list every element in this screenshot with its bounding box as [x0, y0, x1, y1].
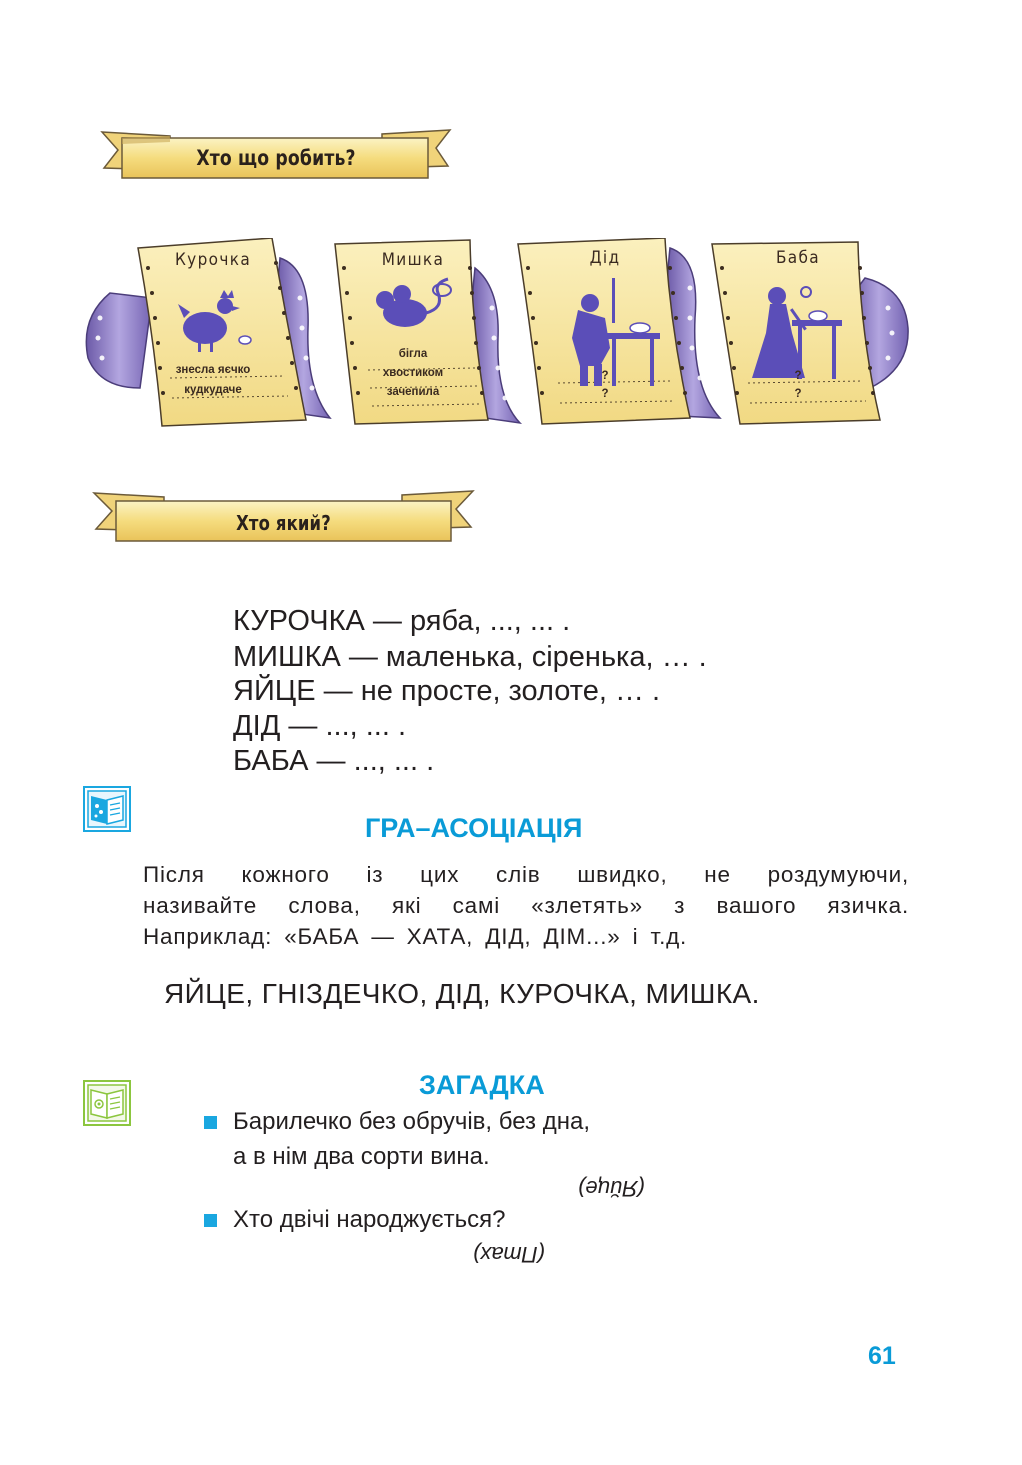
description-line: МИШКА — маленька, сіренька, … . [233, 641, 707, 673]
banner-who-does-what [100, 126, 452, 184]
banner-title: Хто який? [236, 511, 331, 535]
banner-who-is-what [92, 489, 475, 547]
riddle-line: а в нім два сорти вина. [233, 1143, 490, 1170]
frame-title: Курочка [174, 250, 252, 270]
film-strip [80, 238, 910, 428]
banner-title: Хто що робить? [196, 146, 356, 170]
book-game-icon [83, 786, 131, 837]
frame-text: ? [794, 388, 802, 400]
riddle-answer-upside-down: (Яйце) [578, 1176, 645, 1201]
riddle-title: ЗАГАДКА [419, 1070, 545, 1100]
frame-text: кудкудаче [184, 384, 242, 396]
paragraph-line: називайте слова, які самі «злетять» з вашого язичка. [143, 893, 909, 918]
frame-text: хвостиком [382, 367, 444, 379]
frame-title: Баба [775, 248, 821, 268]
riddle-line: Барилечко без обручів, без дна, [233, 1108, 590, 1135]
description-line: КУРОЧКА — ряба, ..., ... . [233, 605, 571, 637]
association-words: ЯЙЦЕ, ГНІЗДЕЧКО, ДІД, КУРОЧКА, МИШКА. [164, 978, 760, 1009]
film-frame-mouse [348, 246, 478, 426]
description-line: ЯЙЦЕ — не просте, золоте, … . [233, 675, 661, 707]
book-riddle-icon [83, 1080, 131, 1131]
frame-text: ? [601, 388, 609, 400]
riddle-answer-upside-down: (Птах) [473, 1242, 545, 1267]
frame-text: зачепила [386, 386, 440, 398]
frame-text: знесла яєчко [175, 364, 251, 376]
frame-text: ? [601, 370, 609, 382]
page-number: 61 [868, 1342, 896, 1370]
paragraph-line: Після кожного із цих слів швидко, не роздумуючи, [143, 862, 909, 887]
riddle-line: Хто двічі народжується? [233, 1206, 506, 1233]
frame-text: ? [794, 370, 802, 382]
description-line: БАБА — ..., ... . [233, 745, 435, 777]
game-instructions [143, 859, 909, 952]
film-frame-hen [148, 246, 278, 426]
frame-title: Дід [589, 248, 621, 268]
game-title: ГРА–АСОЦІАЦІЯ [365, 813, 583, 843]
description-line: ДІД — ..., ... . [233, 710, 407, 742]
film-frame-grandfather [535, 246, 675, 426]
bullet-square [204, 1214, 217, 1227]
paragraph-line: Наприклад: «БАБА — ХАТА, ДІД, ДІМ...» і т.д. [143, 924, 688, 949]
frame-text: бігла [398, 348, 428, 360]
bullet-square [204, 1116, 217, 1129]
frame-title: Мишка [381, 250, 445, 270]
film-frame-grandmother [728, 246, 868, 426]
